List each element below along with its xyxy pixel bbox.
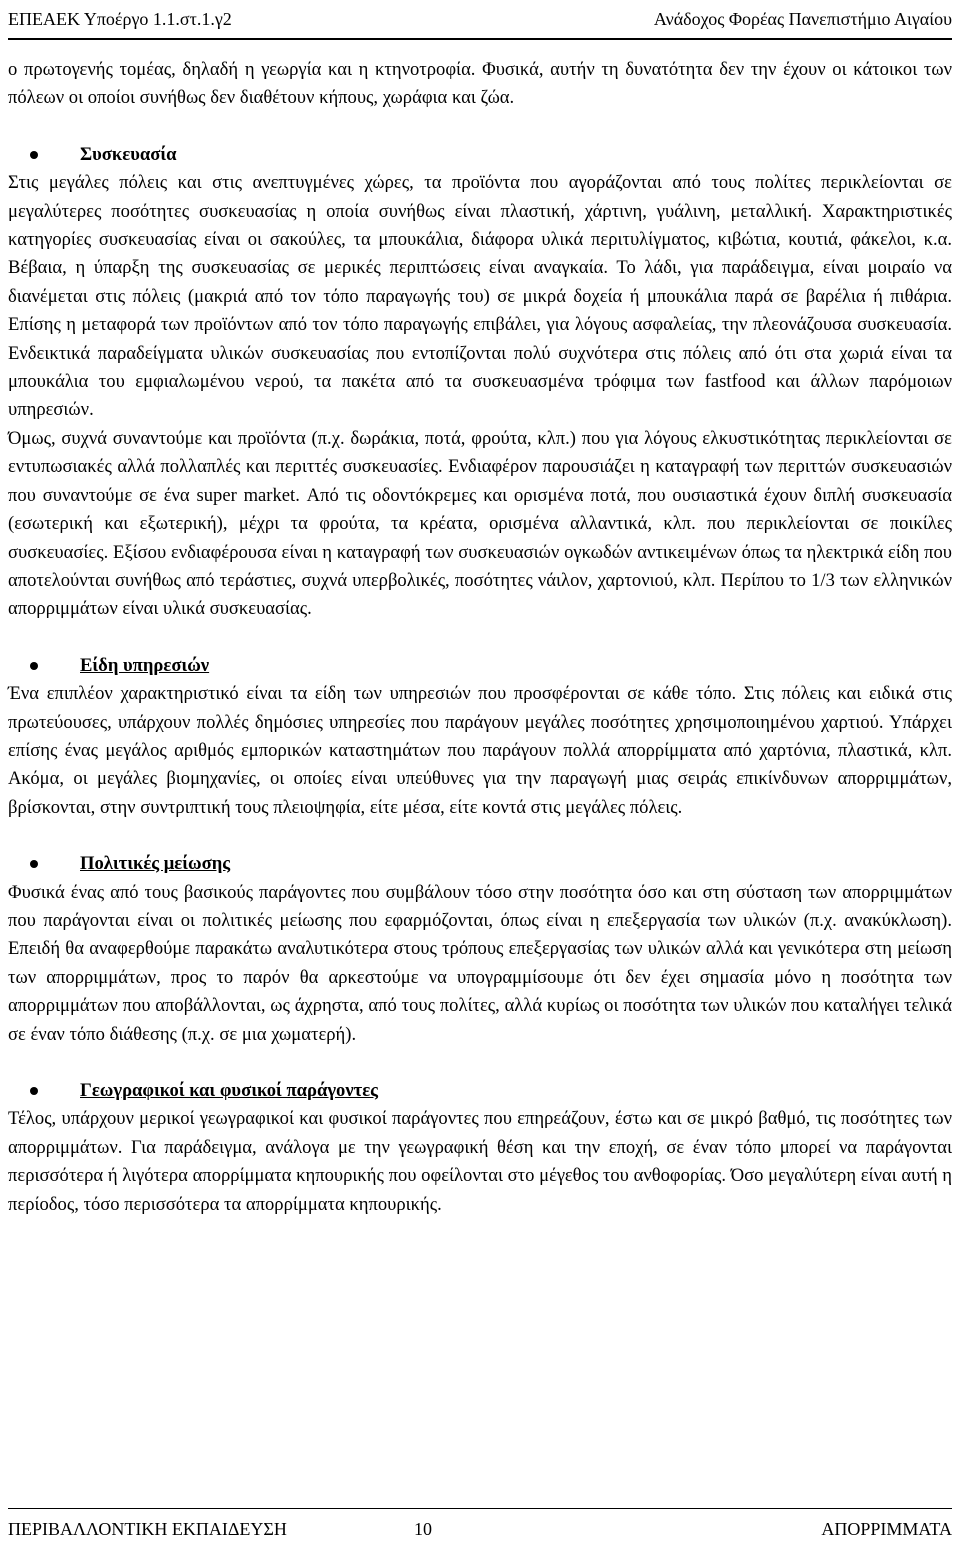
- bullet-icon: [30, 1087, 38, 1095]
- section-heading-text: Γεωγραφικοί και φυσικοί παράγοντες: [80, 1080, 379, 1101]
- section-paragraph: Ένα επιπλέον χαρακτηριστικό είναι τα είδη των υπηρεσιών που προσφέρονται σε κάθε τόπο. Στις πόλεις και ειδικά στις πρωτεύουσες, υπάρχουν πολλές δημόσιες υπηρεσίες που παράγουν μεγάλες ποσότητες χρησιμοποιημένου χαρτιού. Υπάρχει επίσης ένας μεγάλος αριθμός εμπορικών καταστημάτων που παράγουν πολλά απορρίμματα από χαρτόνια, πλαστικά, κλπ. Ακόμα, οι μεγάλες βιομηχανίες, οι οποίες είναι υπεύθυνες για την παραγωγή μιας σειράς επικίνδυνων απορριμμάτων, βρίσκονται, στην συντριπτική τους πλειοψηφία, είτε μέσα, είτε κοντά στις μεγάλες πόλεις.: [8, 683, 952, 818]
- section-heading-packaging: [8, 141, 952, 169]
- page-footer: [8, 1516, 952, 1542]
- header-institution: Ανάδοχος Φορέας Πανεπιστήμιο Αιγαίου: [653, 9, 952, 29]
- section-heading-geographic-factors: [8, 1077, 952, 1105]
- section-heading-text: Συσκευασία: [80, 143, 177, 165]
- footer-chapter-title: ΑΠΟΡΡΙΜΜΑΤΑ: [821, 1519, 952, 1539]
- bullet-icon: [30, 662, 38, 670]
- section-heading-text: Είδη υπηρεσιών: [80, 654, 210, 676]
- section-heading-services: [8, 652, 952, 680]
- section-heading-reduction-policies: [8, 850, 952, 878]
- intro-paragraph: ο πρωτογενής τομέας, δηλαδή η γεωργία και η κτηνοτροφία. Φυσικά, αυτήν τη δυνατότητα δεν την έχουν οι κάτοικοι των πόλεων οι οποίοι συνήθως δεν διαθέτουν κήπους, χωράφια και ζώα.: [8, 59, 952, 109]
- bullet-icon: [30, 860, 38, 868]
- section-heading-text: Πολιτικές μείωσης: [80, 853, 231, 875]
- footer-page-number: 10: [414, 1519, 432, 1539]
- header-divider: [8, 38, 952, 40]
- spacer: [8, 822, 952, 850]
- spacer: [8, 624, 952, 652]
- bullet-icon: [30, 151, 38, 159]
- section-paragraph: Τέλος, υπάρχουν μερικοί γεωγραφικοί και φυσικοί παράγοντες που επηρεάζουν, έστω και σε μικρό βαθμό, τις ποσότητες των απορριμμάτων. Για παράδειγμα, ανάλογα με την γεωγραφική θέση και την εποχή, σε έναν τόπο μπορεί να παράγονται περισσότερα ή λιγότερα απορρίμματα κηπουρικής που οφείλονται στο μέγεθος του ανθοφορίας. Όσο μεγαλύτερη είναι αυτή η περίοδος, τόσο περισσότερα τα απορρίμματα κηπουρικής.: [8, 1108, 952, 1215]
- header-project-code: ΕΠΕΑΕΚ Υποέργο 1.1.στ.1.γ2: [8, 9, 232, 29]
- footer-course-title: ΠΕΡΙΒΑΛΛΟΝΤΙΚΗ ΕΚΠΑΙΔΕΥΣΗ: [8, 1519, 287, 1539]
- footer-divider: [8, 1508, 952, 1509]
- section-paragraph: Φυσικά ένας από τους βασικούς παράγοντες που συμβάλουν τόσο στην ποσότητα όσο και στη σύσταση των απορριμμάτων που παράγονται είναι οι πολιτικές μείωσης που εφαρμόζονται, όπως είναι η επεξεργασία των υλικών (π.χ. ανακύκλωση). Επειδή θα αναφερθούμε παρακάτω αναλυτικότερα στους τρόπους επεξεργασίας των υλικών αλλά και γενικότερα στη μείωση των απορριμμάτων, προς το παρόν θα αρκεστούμε να υπογραμμίσουμε ότι δεν έχει σημασία μόνο η ποσότητα των απορριμμάτων που αποβάλλονται, ως άχρηστα, από τους πολίτες, αλλά κυρίως οι ποσότητα των υλικών που καταλήγει τελικά σε έναν τόπο διάθεσης (π.χ. σε μια χωματερή).: [8, 881, 952, 1045]
- page-header: [8, 6, 952, 34]
- section-paragraph: Στις μεγάλες πόλεις και στις ανεπτυγμένες χώρες, τα προϊόντα που αγοράζονται από τους πολίτες περικλείονται σε μεγαλύτερες ποσότητες συσκευασίας η οποία συνήθως είναι πλαστική, χάρτινη, γυάλινη, μεταλλική. Χαρακτηριστικές κατηγορίες συσκευασίας είναι οι σακούλες, τα μπουκάλια, διάφορα υλικά περιτυλίγματος, κιβώτια, κουτιά, φάκελοι, κ.α. Βέβαια, η ύπαρξη της συσκευασίας σε μερικές περιπτώσεις είναι αναγκαία. Το λάδι, για παράδειγμα, είναι μοιραίο να διανέμεται στις πόλεις (μακριά από τον τόπο παραγωγής του) σε μικρά δοχεία ή μπουκάλια παρά σε βαρέλια ή πιθάρια. Επίσης η μεταφορά των προϊόντων από τον τόπο παραγωγής επιβάλει, για λόγους ασφαλείας, την πλεονάζουσα συσκευασία. Ενδεικτικά παραδείγματα υλικών συσκευασίας που εντοπίζονται πολύ συχνότερα στις πόλεις από ότι στα χωριά είναι τα μπουκάλια του εμφιαλωμένου νερού, τα πακέτα από τα συσκευασμένα τρόφιμα των fastfood και άλλων παρόμοιων υπηρεσιών.: [8, 172, 952, 421]
- spacer: [8, 1049, 952, 1077]
- section-paragraph: Όμως, συχνά συναντούμε και προϊόντα (π.χ. δωράκια, ποτά, φρούτα, κλπ.) που για λόγους ελκυστικότητας περικλείονται σε εντυπωσιακές αλλά πολλαπλές και περιττές συσκευασίες. Ενδιαφέρον παρουσιάζει η καταγραφή των περιττών συσκευασιών που συναντούμε σε ένα super market. Από τις οδοντόκρεμες και ορισμένα ποτά, που ουσιαστικά έχουν διπλή συσκευασία (εσωτερική και εξωτερική), μέχρι τα φρούτα, τα κρέατα, ορισμένα αλλαντικά, κλπ. που περικλείονται σε ποικίλες συσκευασίες. Εξίσου ενδιαφέρουσα είναι η καταγραφή των συσκευασιών ογκωδών αντικειμένων όπως τα ηλεκτρικά είδη που αποτελούνται συνήθως από τεράστιες, συχνά υπερβολικές, ποσότητες νάιλον, χαρτονιού, κλπ. Περίπου το 1/3 των ελληνικών απορριμμάτων είναι υλικά συσκευασίας.: [8, 427, 952, 620]
- page-body: [8, 56, 952, 1219]
- spacer: [8, 113, 952, 141]
